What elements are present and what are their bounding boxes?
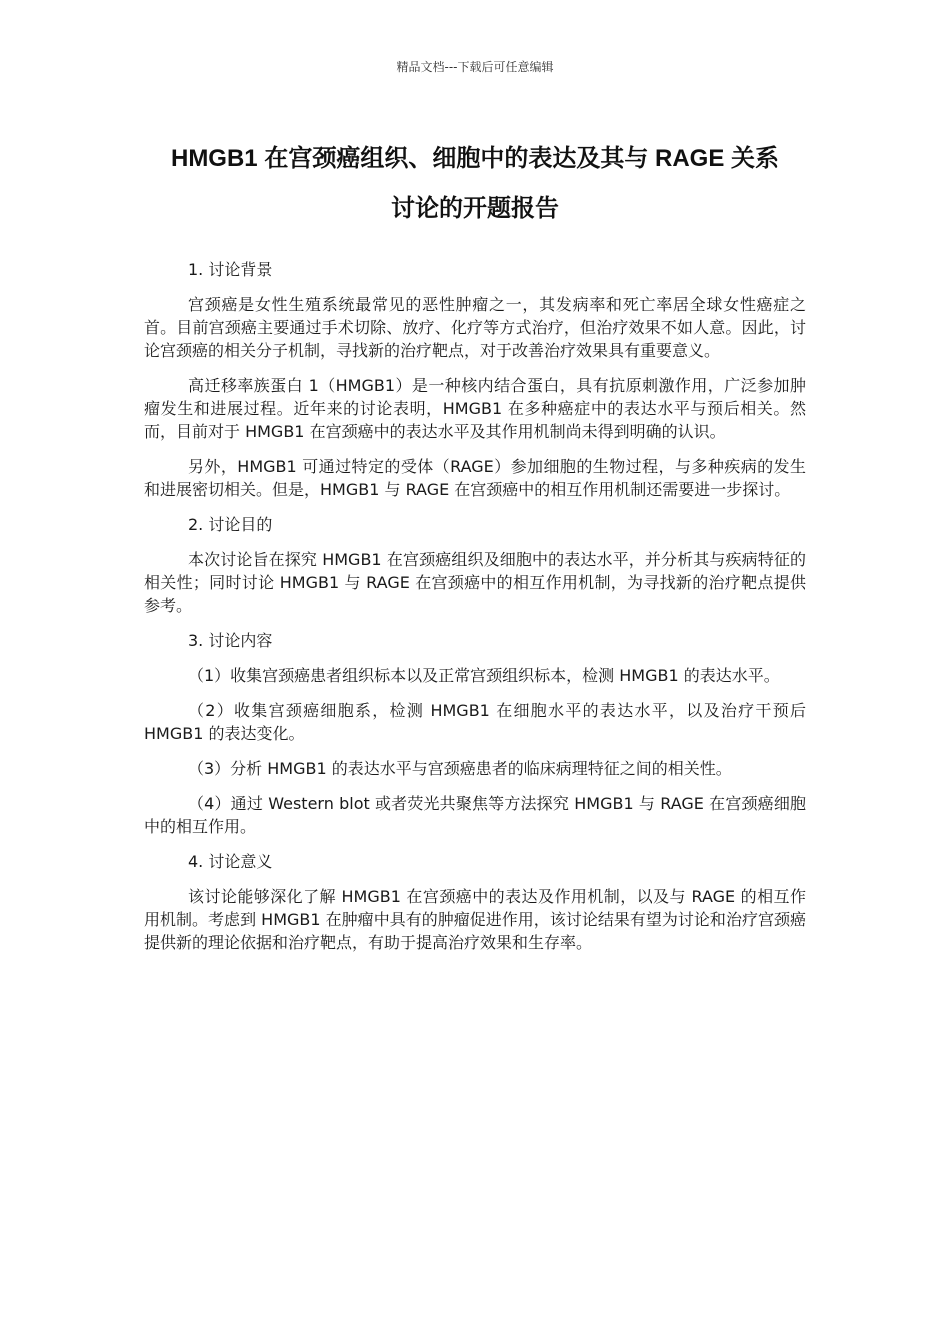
content-item-4: （4）通过 Western blot 或者荧光共聚焦等方法探究 HMGB1 与 RAGE 在宫颈癌细胞中的相互作用。: [144, 794, 806, 836]
section-heading-significance: 4. 讨论意义: [188, 852, 273, 871]
header-note: 精品文档---下载后可任意编辑: [396, 60, 554, 74]
purpose-paragraph: 本次讨论旨在探究 HMGB1 在宫颈癌组织及细胞中的表达水平，并分析其与疾病特征的相关性；同时讨论 HMGB1 与 RAGE 在宫颈癌中的相互作用机制，为寻找新的治疗靶点提供参考。: [144, 550, 806, 615]
background-paragraph-1: 宫颈癌是女性生殖系统最常见的恶性肿瘤之一，其发病率和死亡率居全球女性癌症之首。目前宫颈癌主要通过手术切除、放疗、化疗等方式治疗，但治疗效果不如人意。因此，讨论宫颈癌的相关分子机制，寻找新的治疗靶点，对于改善治疗效果具有重要意义。: [144, 295, 806, 360]
background-paragraph-2: 高迁移率族蛋白 1（HMGB1）是一种核内结合蛋白，具有抗原刺激作用，广泛参加肿瘤发生和进展过程。近年来的讨论表明，HMGB1 在多种癌症中的表达水平与预后相关。然而，目前对于 HMGB1 在宫颈癌中的表达水平及其作用机制尚未得到明确的认识。: [144, 376, 806, 441]
significance-paragraph: 该讨论能够深化了解 HMGB1 在宫颈癌中的表达及作用机制，以及与 RAGE 的相互作用机制。考虑到 HMGB1 在肿瘤中具有的肿瘤促进作用，该讨论结果有望为讨论和治疗宫颈癌提供新的理论依据和治疗靶点，有助于提高治疗效果和生存率。: [144, 887, 806, 952]
background-paragraph-3: 另外，HMGB1 可通过特定的受体（RAGE）参加细胞的生物过程，与多种疾病的发生和进展密切相关。但是，HMGB1 与 RAGE 在宫颈癌中的相互作用机制还需要进一步探讨。: [144, 457, 806, 499]
document-title-line-2: 讨论的开题报告: [391, 195, 559, 222]
section-heading-background: 1. 讨论背景: [188, 260, 273, 279]
content-item-3: （3）分析 HMGB1 的表达水平与宫颈癌患者的临床病理特征之间的相关性。: [188, 759, 732, 778]
section-heading-purpose: 2. 讨论目的: [188, 515, 273, 534]
document-title-line-1: HMGB1 在宫颈癌组织、细胞中的表达及其与 RAGE 关系: [170, 145, 779, 172]
document-body: [144, 258, 806, 966]
section-heading-content: 3. 讨论内容: [188, 631, 273, 650]
content-item-2: （2）收集宫颈癌细胞系，检测 HMGB1 在细胞水平的表达水平，以及治疗干预后 HMGB1 的表达变化。: [144, 701, 806, 743]
content-item-1: （1）收集宫颈癌患者组织标本以及正常宫颈组织标本，检测 HMGB1 的表达水平。: [188, 666, 780, 685]
